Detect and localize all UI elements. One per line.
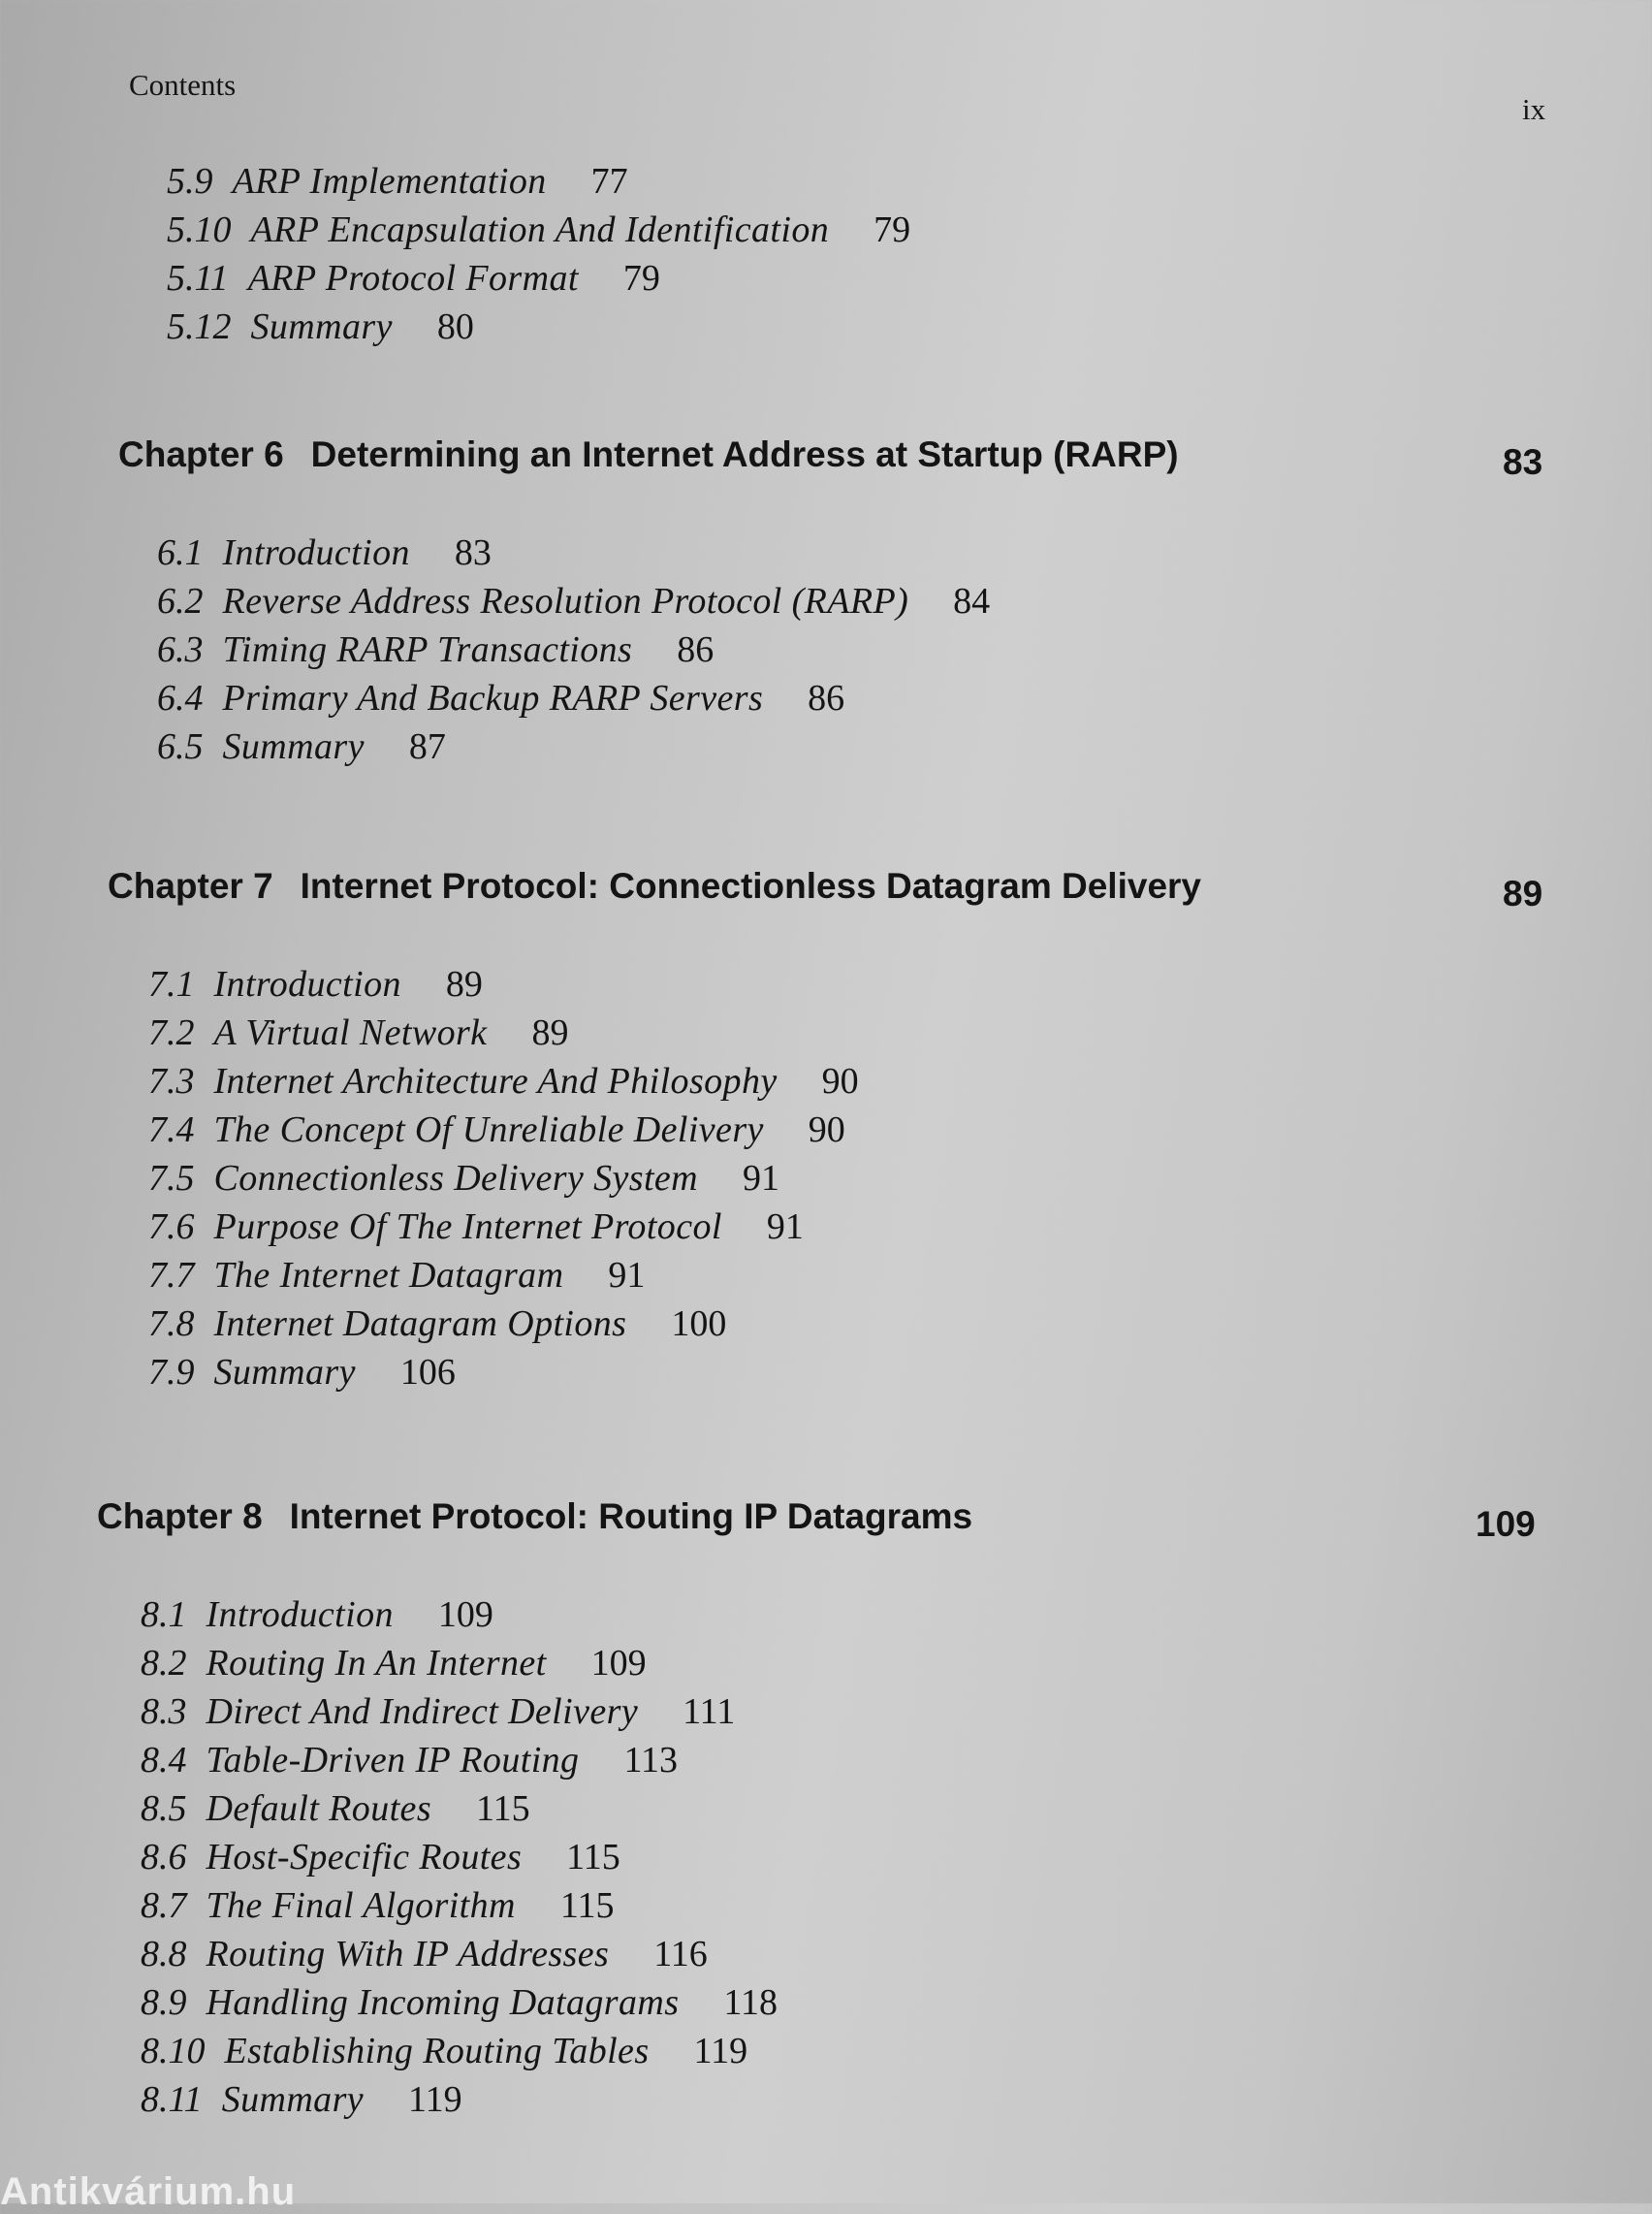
section-page: 84 xyxy=(953,581,991,622)
section-page: 83 xyxy=(454,532,492,573)
toc-entry[interactable] xyxy=(167,157,910,206)
section-page: 113 xyxy=(623,1740,679,1781)
chapter-6-entries xyxy=(157,529,990,771)
toc-entry[interactable] xyxy=(141,1590,778,1639)
section-number: 8.6 xyxy=(141,1837,187,1877)
section-page: 77 xyxy=(590,161,628,202)
section-page: 91 xyxy=(608,1255,646,1296)
chapter-title: Internet Protocol: Connectionless Datagram Delivery xyxy=(300,866,1201,906)
section-number: 6.5 xyxy=(157,726,204,767)
section-title: Table-Driven IP Routing xyxy=(206,1740,580,1781)
section-number: 8.5 xyxy=(141,1788,187,1829)
section-title: Reverse Address Resolution Protocol (RARP) xyxy=(222,581,909,622)
section-page: 115 xyxy=(476,1788,530,1829)
chapter-page: 89 xyxy=(1503,874,1543,914)
section-page: 79 xyxy=(874,209,911,250)
section-page: 109 xyxy=(590,1643,647,1684)
section-title: Establishing Routing Tables xyxy=(224,2031,650,2071)
toc-entry[interactable] xyxy=(141,1978,778,2027)
chapter-title: Internet Protocol: Routing IP Datagrams xyxy=(289,1496,973,1536)
section-title: The Final Algorithm xyxy=(206,1885,516,1926)
section-page: 115 xyxy=(566,1837,620,1877)
section-page: 90 xyxy=(808,1109,845,1150)
chapter-page: 109 xyxy=(1476,1504,1536,1544)
section-title: Timing RARP Transactions xyxy=(222,629,633,670)
section-title: Direct And Indirect Delivery xyxy=(206,1691,639,1732)
section-title: Internet Architecture And Philosophy xyxy=(213,1061,778,1102)
section-number: 7.5 xyxy=(148,1158,195,1199)
toc-entry[interactable] xyxy=(148,1154,859,1203)
watermark: Antikvárium.hu xyxy=(0,2170,297,2213)
section-number: 8.2 xyxy=(141,1643,187,1684)
section-title: Internet Datagram Options xyxy=(213,1303,627,1344)
section-number: 5.10 xyxy=(167,209,232,250)
section-title: Introduction xyxy=(222,532,410,573)
section-page: 119 xyxy=(693,2031,748,2071)
section-number: 7.8 xyxy=(148,1303,195,1344)
toc-entry[interactable] xyxy=(148,960,859,1009)
section-page: 119 xyxy=(408,2079,462,2120)
toc-entry[interactable] xyxy=(148,1009,859,1057)
toc-entry[interactable] xyxy=(148,1203,859,1251)
section-page: 89 xyxy=(531,1012,569,1053)
section-page: 116 xyxy=(653,1934,708,1974)
section-title: Summary xyxy=(221,2079,365,2120)
section-title: The Internet Datagram xyxy=(213,1255,564,1296)
section-number: 8.4 xyxy=(141,1740,187,1781)
chapter-number: Chapter 6 xyxy=(118,434,284,474)
section-number: 6.3 xyxy=(157,629,204,670)
section-title: Introduction xyxy=(206,1594,394,1635)
section-page: 91 xyxy=(743,1158,780,1199)
running-head-contents: Contents xyxy=(129,68,237,102)
toc-entry[interactable] xyxy=(167,303,910,351)
section-number: 8.7 xyxy=(141,1885,187,1926)
section-page: 80 xyxy=(436,306,474,347)
section-number: 8.10 xyxy=(141,2031,206,2071)
chapter-page: 83 xyxy=(1503,442,1543,482)
toc-entry[interactable] xyxy=(167,206,910,254)
section-number: 7.3 xyxy=(148,1061,195,1102)
section-page: 106 xyxy=(399,1352,456,1393)
section-number: 8.11 xyxy=(141,2079,203,2120)
section-title: Connectionless Delivery System xyxy=(213,1158,699,1199)
toc-entry[interactable] xyxy=(157,577,990,626)
page-number: ix xyxy=(1522,92,1546,126)
toc-entry[interactable] xyxy=(148,1251,859,1300)
chapter-5-entries xyxy=(167,157,910,351)
toc-entry[interactable] xyxy=(157,722,990,771)
section-page: 91 xyxy=(766,1206,804,1247)
toc-entry[interactable] xyxy=(148,1300,859,1348)
section-number: 7.9 xyxy=(148,1352,195,1393)
chapter-7-entries xyxy=(148,960,859,1396)
chapter-title: Determining an Internet Address at Startup (RARP) xyxy=(310,434,1179,474)
section-number: 6.1 xyxy=(157,532,204,573)
section-number: 7.2 xyxy=(148,1012,195,1053)
toc-entry[interactable] xyxy=(141,1687,778,1736)
section-page: 100 xyxy=(671,1303,727,1344)
section-title: ARP Implementation xyxy=(232,161,547,202)
chapter-number: Chapter 7 xyxy=(108,866,273,906)
section-title: Routing With IP Addresses xyxy=(206,1934,610,1974)
section-number: 5.12 xyxy=(167,306,232,347)
toc-entry[interactable] xyxy=(141,2027,778,2075)
section-title: Routing In An Internet xyxy=(206,1643,547,1684)
section-number: 8.9 xyxy=(141,1982,187,2023)
section-title: The Concept Of Unreliable Delivery xyxy=(213,1109,764,1150)
section-page: 86 xyxy=(808,678,845,719)
section-number: 5.11 xyxy=(167,258,229,299)
section-page: 79 xyxy=(622,258,660,299)
toc-entry[interactable] xyxy=(157,529,990,577)
section-title: A Virtual Network xyxy=(213,1012,488,1053)
section-title: ARP Protocol Format xyxy=(247,258,579,299)
section-number: 8.8 xyxy=(141,1934,187,1974)
toc-entry[interactable] xyxy=(141,2075,778,2124)
section-page: 118 xyxy=(723,1982,778,2023)
section-page: 115 xyxy=(559,1885,615,1926)
section-page: 111 xyxy=(683,1691,736,1732)
section-number: 7.6 xyxy=(148,1206,195,1247)
section-title: Default Routes xyxy=(206,1788,432,1829)
section-title: Summary xyxy=(213,1352,356,1393)
section-number: 7.1 xyxy=(148,964,195,1005)
section-title: Introduction xyxy=(213,964,401,1005)
section-number: 7.7 xyxy=(148,1255,195,1296)
section-page: 90 xyxy=(821,1061,859,1102)
section-page: 109 xyxy=(437,1594,493,1635)
section-title: ARP Encapsulation And Identification xyxy=(250,209,830,250)
section-title: Handling Incoming Datagrams xyxy=(206,1982,680,2023)
section-page: 86 xyxy=(677,629,715,670)
toc-entry[interactable] xyxy=(141,1833,778,1881)
toc-entry[interactable] xyxy=(141,1881,778,1930)
section-title: Summary xyxy=(250,306,393,347)
section-number: 8.3 xyxy=(141,1691,187,1732)
section-title: Primary And Backup RARP Servers xyxy=(222,678,764,719)
toc-entry[interactable] xyxy=(148,1348,859,1396)
section-page: 87 xyxy=(408,726,446,767)
section-number: 5.9 xyxy=(167,161,213,202)
chapter-number: Chapter 8 xyxy=(97,1496,263,1536)
toc-entry[interactable] xyxy=(157,626,990,674)
section-title: Host-Specific Routes xyxy=(206,1837,523,1877)
section-number: 7.4 xyxy=(148,1109,195,1150)
section-title: Summary xyxy=(222,726,365,767)
section-title: Purpose Of The Internet Protocol xyxy=(213,1206,722,1247)
chapter-8-entries xyxy=(141,1590,778,2124)
section-page: 89 xyxy=(445,964,483,1005)
toc-entry[interactable] xyxy=(148,1057,859,1106)
section-number: 8.1 xyxy=(141,1594,187,1635)
toc-entry[interactable] xyxy=(157,674,990,722)
toc-entry[interactable] xyxy=(141,1639,778,1687)
toc-entry[interactable] xyxy=(167,254,910,303)
toc-entry[interactable] xyxy=(141,1930,778,1978)
toc-entry[interactable] xyxy=(148,1106,859,1154)
toc-entry[interactable] xyxy=(141,1784,778,1833)
section-number: 6.4 xyxy=(157,678,204,719)
toc-entry[interactable] xyxy=(141,1736,778,1784)
section-number: 6.2 xyxy=(157,581,204,622)
